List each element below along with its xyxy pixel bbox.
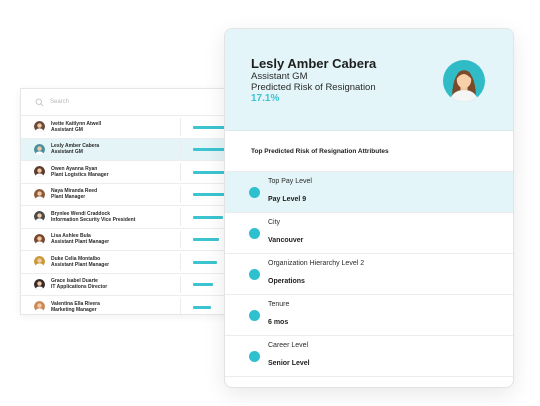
employee-info [51, 278, 165, 290]
attribute-value: 6 mos [268, 319, 289, 326]
attribute-value: Operations [268, 278, 305, 285]
column-divider [180, 163, 181, 181]
column-divider [180, 276, 181, 294]
employee-title: Assistant Plant Manager [51, 261, 110, 268]
risk-bar [193, 306, 211, 309]
employee-role: Assistant GM [251, 71, 308, 82]
list-item[interactable] [21, 274, 246, 297]
employee-title: IT Applications Director [51, 284, 108, 291]
employee-info [51, 233, 165, 245]
attribute-name: Tenure [268, 301, 290, 308]
employee-name: Grace Isabel Duarte [51, 278, 98, 285]
attribute-name: Top Pay Level [268, 178, 312, 185]
circle-bullet-icon [249, 310, 260, 321]
list-item[interactable] [21, 251, 246, 274]
attribute-row[interactable] [225, 213, 513, 254]
employee-name: Naya Miranda Reed [51, 188, 98, 195]
search-icon [35, 98, 44, 107]
avatar [34, 166, 45, 177]
search-input[interactable]: Search [50, 99, 70, 105]
column-divider [180, 118, 181, 136]
list-item[interactable] [21, 296, 246, 315]
employee-name: Lesly Amber Cabera [251, 56, 377, 71]
column-divider [180, 186, 181, 204]
attribute-name: City [268, 219, 281, 226]
risk-bar [193, 193, 226, 196]
attribute-value: Senior Level [268, 360, 310, 367]
risk-label: Predicted Risk of Resignation [251, 82, 376, 93]
list-item[interactable] [21, 116, 246, 139]
employee-name: Lisa Ashlee Bula [51, 233, 91, 240]
avatar [34, 234, 45, 245]
employee-info [51, 143, 165, 155]
employee-info [51, 166, 165, 178]
column-divider [180, 253, 181, 271]
avatar [34, 121, 45, 132]
avatar [34, 279, 45, 290]
column-divider [180, 208, 181, 226]
attribute-name: Organization Hierarchy Level 2 [268, 260, 365, 267]
employee-title: Information Security Vice President [51, 216, 136, 223]
attribute-row[interactable] [225, 295, 513, 336]
attributes-section-title: Top Predicted Risk of Resignation Attributes [225, 131, 513, 172]
employee-name: Ivette Kaitlynn Atwell [51, 120, 102, 127]
detail-header [225, 29, 513, 131]
employee-title: Assistant Plant Manager [51, 239, 110, 246]
employee-name: Brynlee Wendi Craddock [51, 210, 111, 217]
attribute-row[interactable] [225, 172, 513, 213]
employee-info [51, 256, 165, 268]
employee-title: Plant Manager [51, 194, 86, 201]
employee-name: Owen Ayanna Ryan [51, 165, 98, 172]
list-item[interactable] [21, 184, 246, 207]
attributes-list [225, 172, 513, 377]
search-bar[interactable] [21, 89, 246, 116]
employee-title: Assistant GM [51, 149, 83, 156]
risk-bar [193, 216, 223, 219]
employee-name: Valentina Ella Rivera [51, 300, 100, 307]
list-item[interactable] [21, 206, 246, 229]
employee-detail-card [224, 28, 514, 388]
attribute-value: Pay Level 9 [268, 196, 307, 203]
employee-info [51, 188, 165, 200]
column-divider [180, 298, 181, 315]
attribute-row[interactable] [225, 336, 513, 377]
avatar [34, 256, 45, 267]
avatar [34, 211, 45, 222]
risk-bar [193, 238, 219, 241]
avatar [34, 189, 45, 200]
list-item[interactable] [21, 229, 246, 252]
circle-bullet-icon [249, 228, 260, 239]
circle-bullet-icon [249, 269, 260, 280]
employee-info [51, 211, 165, 223]
avatar [34, 301, 45, 312]
employee-name: Lesly Amber Cabera [51, 143, 100, 150]
employee-info [51, 121, 165, 133]
attribute-value: Vancouver [268, 237, 304, 244]
employee-title: Marketing Manager [51, 306, 97, 313]
employee-list [21, 116, 246, 315]
employee-title: Plant Logistics Manager [51, 171, 109, 178]
column-divider [180, 231, 181, 249]
circle-bullet-icon [249, 351, 260, 362]
list-item[interactable] [21, 139, 246, 162]
risk-bar [193, 283, 213, 286]
risk-value: 17.1% [251, 93, 280, 104]
attribute-row[interactable] [225, 254, 513, 295]
circle-bullet-icon [249, 187, 260, 198]
employee-name: Duke Celia Montalbo [51, 255, 101, 262]
avatar [443, 60, 485, 102]
employee-list-panel [20, 88, 246, 315]
risk-bar [193, 261, 217, 264]
avatar [34, 144, 45, 155]
employee-title: Assistant GM [51, 126, 83, 133]
list-item[interactable] [21, 161, 246, 184]
column-divider [180, 141, 181, 159]
attribute-name: Career Level [268, 342, 309, 349]
employee-info [51, 301, 165, 313]
